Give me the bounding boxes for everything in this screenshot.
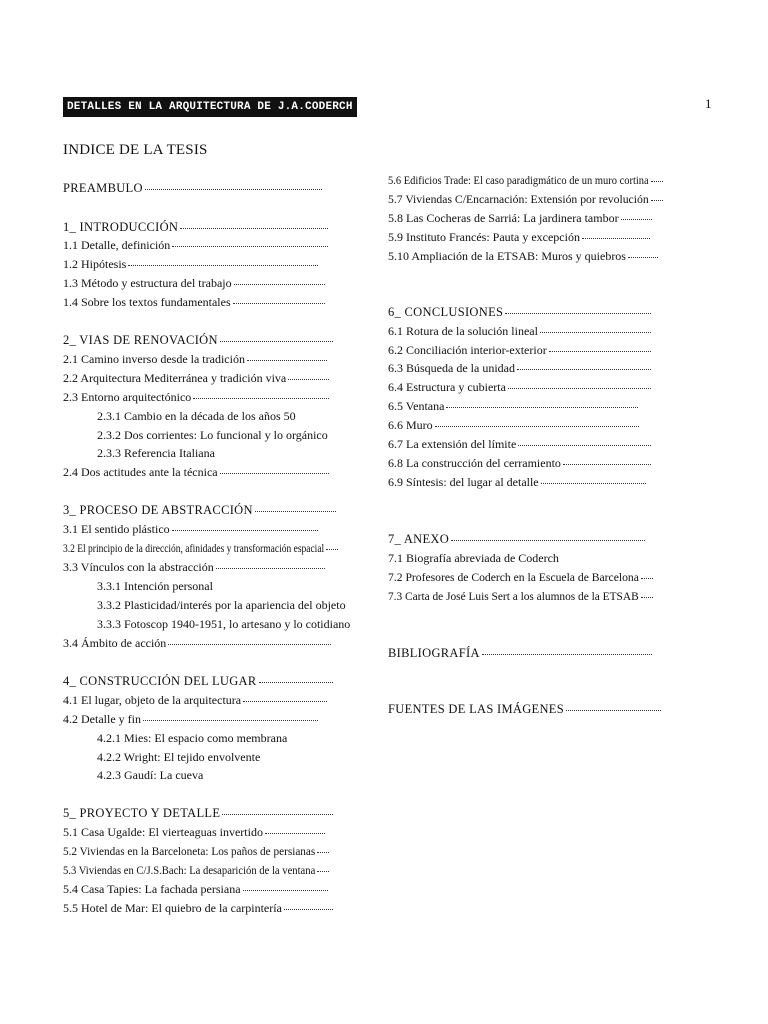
document-title-banner: DETALLES EN LA ARQUITECTURA DE J.A.CODERCH — [63, 97, 357, 117]
toc-entry-label: 7.2 Profesores de Coderch en la Escuela de Barcelona — [388, 570, 639, 584]
page-number: 1 — [705, 96, 712, 111]
toc-entry-label: 6.5 Ventana — [388, 399, 445, 413]
toc-leader — [628, 256, 658, 258]
toc-entry-label: 2.2 Arquitectura Mediterránea y tradición viva — [63, 371, 287, 385]
toc-entry-2-3[interactable] — [63, 390, 329, 404]
toc-leader — [317, 870, 329, 872]
toc-entry-label: 3.2 El principio de la dirección, afinidades y transformación espacial — [63, 541, 325, 555]
toc-entry-label: 5.6 Edificios Trade: El caso paradigmático de un muro cortina — [388, 173, 649, 187]
toc-entry-label: 6.9 Síntesis: del lugar al detalle — [388, 475, 539, 489]
toc-entry-label: 3.4 Ámbito de acción — [63, 636, 167, 650]
toc-entry-6-6[interactable] — [388, 418, 639, 432]
toc-entry-label: 3_ PROCESO DE ABSTRACCIÓN — [63, 503, 253, 517]
toc-leader — [621, 218, 652, 220]
toc-leader — [541, 482, 646, 484]
toc-entry-label: 3.3.1 Intención personal — [97, 579, 213, 593]
toc-entry-label: FUENTES DE LAS IMÁGENES — [388, 702, 564, 716]
toc-entry-5-3[interactable] — [63, 863, 329, 877]
toc-entry-label: 3.3.3 Fotoscop 1940-1951, lo artesano y lo cotidiano — [97, 617, 351, 631]
toc-leader — [651, 199, 663, 201]
toc-leader — [566, 709, 661, 711]
toc-entry-label: BIBLIOGRAFÍA — [388, 646, 480, 660]
toc-entry-label: 2.3.1 Cambio en la década de los años 50 — [97, 409, 296, 423]
toc-section-4[interactable] — [63, 674, 333, 688]
toc-entry-label: 4.2.1 Mies: El espacio como membrana — [97, 731, 288, 745]
toc-leader — [288, 378, 329, 380]
toc-entry-5-5[interactable] — [63, 901, 333, 915]
toc-leader — [326, 548, 338, 550]
toc-entry-label: 1.3 Método y estructura del trabajo — [63, 276, 232, 290]
toc-leader — [259, 681, 334, 683]
toc-leader — [172, 245, 328, 247]
toc-section-2[interactable] — [63, 333, 333, 347]
toc-entry-label: 6.1 Rotura de la solución lineal — [388, 324, 538, 338]
toc-entry-label: 3.1 El sentido plástico — [63, 522, 170, 536]
toc-entry-6-3[interactable] — [388, 361, 651, 375]
toc-leader — [243, 889, 328, 891]
toc-entry-5-4[interactable] — [63, 882, 328, 896]
toc-entry-label: 4.2 Detalle y fin — [63, 712, 141, 726]
toc-leader — [317, 851, 329, 853]
toc-leader — [220, 340, 333, 342]
toc-leader — [234, 283, 325, 285]
toc-leader — [446, 406, 638, 408]
toc-entry-label: 5.7 Viviendas C/Encarnación: Extensión por revolución — [388, 192, 649, 206]
toc-entry-1-4[interactable] — [63, 295, 325, 309]
toc-entry-label: 3.3.2 Plasticidad/interés por la apariencia del objeto — [97, 598, 346, 612]
toc-entry-label: 6.7 La extensión del límite — [388, 437, 517, 451]
toc-leader — [641, 596, 653, 598]
toc-leader — [582, 237, 650, 239]
toc-leader — [451, 539, 645, 541]
toc-entry-1-3[interactable] — [63, 276, 325, 290]
toc-entry-6-2[interactable] — [388, 343, 651, 357]
toc-entry-label: 5.10 Ampliación de la ETSAB: Muros y quiebros — [388, 249, 626, 263]
toc-entry-5-7[interactable] — [388, 192, 663, 206]
toc-entry-7-3[interactable] — [388, 589, 653, 603]
toc-entry-5-9[interactable] — [388, 230, 650, 244]
toc-leader — [517, 368, 651, 370]
toc-entry-label: 7_ ANEXO — [388, 532, 450, 546]
toc-leader — [505, 312, 651, 314]
toc-entry-label: 2.3.3 Referencia Italiana — [97, 446, 215, 460]
toc-entry-label: 5.2 Viviendas en la Barceloneta: Los paños de persianas — [63, 844, 316, 858]
toc-entry-label: 5.1 Casa Ugalde: El vierteaguas invertido — [63, 825, 263, 839]
toc-section-1[interactable] — [63, 220, 328, 234]
toc-entry-label: 2.4 Dos actitudes ante la técnica — [63, 465, 218, 479]
toc-entry-bibliografia[interactable] — [388, 646, 652, 660]
toc-leader — [641, 577, 653, 579]
toc-entry-label: 1.2 Hipótesis — [63, 257, 127, 271]
toc-entry-label: 5.8 Las Cocheras de Sarriá: La jardinera tambor — [388, 211, 619, 225]
toc-entry-preambulo[interactable] — [63, 181, 322, 195]
toc-entry-label: 6.8 La construcción del cerramiento — [388, 456, 561, 470]
toc-entry-label: 5.5 Hotel de Mar: El quiebro de la carpintería — [63, 901, 282, 915]
toc-entry-5-10[interactable] — [388, 249, 658, 263]
toc-entry-6-7[interactable] — [388, 437, 651, 451]
toc-entry-6-5[interactable] — [388, 399, 638, 413]
toc-entry-label: 3.3 Vínculos con la abstracción — [63, 560, 214, 574]
toc-entry-label: 2.1 Camino inverso desde la tradición — [63, 352, 245, 366]
toc-entry-3-3-1[interactable] — [97, 579, 213, 593]
toc-entry-5-1[interactable] — [63, 825, 325, 839]
toc-leader — [247, 359, 327, 361]
toc-entry-label: 4.2.3 Gaudí: La cueva — [97, 768, 204, 782]
toc-leader — [243, 700, 327, 702]
toc-entry-label: 2_ VIAS DE RENOVACIÓN — [63, 333, 218, 347]
toc-entry-label: 5.3 Viviendas en C/J.S.Bach: La desaparición de la ventana — [63, 863, 316, 877]
toc-entry-7-2[interactable] — [388, 570, 653, 584]
toc-entry-4-1[interactable] — [63, 693, 327, 707]
toc-leader — [216, 567, 325, 569]
toc-entry-2-4[interactable] — [63, 465, 329, 479]
toc-entry-4-2[interactable] — [63, 712, 318, 726]
toc-leader — [508, 387, 651, 389]
toc-leader — [172, 529, 318, 531]
toc-entry-label: 7.3 Carta de José Luis Sert a los alumnos de la ETSAB — [388, 589, 639, 603]
toc-entry-6-1[interactable] — [388, 324, 651, 338]
toc-entry-label: 6.6 Muro — [388, 418, 433, 432]
toc-leader — [549, 350, 651, 352]
toc-entry-5-6[interactable] — [388, 173, 663, 187]
toc-entry-7-1[interactable] — [388, 551, 559, 565]
toc-entry-label: 6.2 Conciliación interior-exterior — [388, 343, 547, 357]
toc-entry-label: 6.4 Estructura y cubierta — [388, 380, 506, 394]
toc-leader — [651, 180, 663, 182]
toc-entry-6-8[interactable] — [388, 456, 651, 470]
index-title: INDICE DE LA TESIS — [63, 142, 208, 158]
toc-leader — [222, 813, 333, 815]
toc-entry-label: PREAMBULO — [63, 181, 143, 195]
toc-entry-label: 2.3 Entorno arquitectónico — [63, 390, 192, 404]
toc-leader — [518, 444, 651, 446]
toc-entry-6-9[interactable] — [388, 475, 646, 489]
toc-entry-5-8[interactable] — [388, 211, 652, 225]
toc-section-6[interactable] — [388, 305, 651, 319]
toc-entry-4-2-2[interactable] — [97, 750, 260, 764]
toc-entry-2-3-1[interactable] — [97, 409, 296, 423]
toc-section-3[interactable] — [63, 503, 336, 517]
toc-leader — [193, 397, 329, 399]
toc-entry-1-2[interactable] — [63, 257, 318, 271]
toc-entry-4-2-1[interactable] — [97, 731, 287, 745]
toc-entry-4-2-3[interactable] — [97, 768, 203, 782]
toc-entry-6-4[interactable] — [388, 380, 651, 394]
toc-leader — [482, 653, 652, 655]
toc-entry-3-3-2[interactable] — [97, 598, 346, 612]
toc-entry-label: 4.1 El lugar, objeto de la arquitectura — [63, 693, 242, 707]
toc-entry-1-1[interactable] — [63, 238, 328, 252]
toc-entry-3-4[interactable] — [63, 636, 331, 650]
toc-leader — [220, 472, 329, 474]
toc-entry-3-3[interactable] — [63, 560, 325, 574]
toc-leader — [128, 264, 318, 266]
toc-entry-3-1[interactable] — [63, 522, 318, 536]
toc-entry-label: 1.4 Sobre los textos fundamentales — [63, 295, 231, 309]
toc-entry-fuentes[interactable] — [388, 702, 661, 716]
toc-leader — [540, 331, 651, 333]
toc-entry-2-3-3[interactable] — [97, 446, 215, 460]
toc-entry-label: 2.3.2 Dos corrientes: Lo funcional y lo orgánico — [97, 428, 328, 442]
toc-leader — [265, 832, 325, 834]
toc-section-5[interactable] — [63, 806, 333, 820]
toc-leader — [180, 227, 328, 229]
toc-entry-label: 7.1 Biografía abreviada de Coderch — [388, 551, 559, 565]
toc-entry-2-2[interactable] — [63, 371, 329, 385]
toc-leader — [233, 302, 325, 304]
toc-entry-label: 4.2.2 Wright: El tejido envolvente — [97, 750, 261, 764]
toc-leader — [284, 908, 333, 910]
toc-entry-label: 6.3 Búsqueda de la unidad — [388, 361, 515, 375]
toc-leader — [143, 719, 318, 721]
toc-entry-label: 1.1 Detalle, definición — [63, 238, 171, 252]
toc-leader — [255, 510, 336, 512]
toc-leader — [435, 425, 639, 427]
toc-entry-label: 5.9 Instituto Francés: Pauta y excepción — [388, 230, 580, 244]
toc-entry-2-3-2[interactable] — [97, 428, 328, 442]
toc-leader — [563, 463, 651, 465]
toc-entry-3-2[interactable] — [63, 541, 338, 555]
toc-entry-2-1[interactable] — [63, 352, 327, 366]
toc-entry-3-3-3[interactable] — [97, 617, 350, 631]
toc-entry-label: 5.4 Casa Tapies: La fachada persiana — [63, 882, 241, 896]
toc-entry-label: 5_ PROYECTO Y DETALLE — [63, 806, 221, 820]
toc-entry-label: 6_ CONCLUSIONES — [388, 305, 504, 319]
toc-leader — [145, 188, 322, 190]
toc-leader — [168, 643, 331, 645]
toc-entry-label: 4_ CONSTRUCCIÓN DEL LUGAR — [63, 674, 257, 688]
toc-entry-label: 1_ INTRODUCCIÓN — [63, 220, 179, 234]
toc-entry-5-2[interactable] — [63, 844, 329, 858]
toc-section-7[interactable] — [388, 532, 645, 546]
